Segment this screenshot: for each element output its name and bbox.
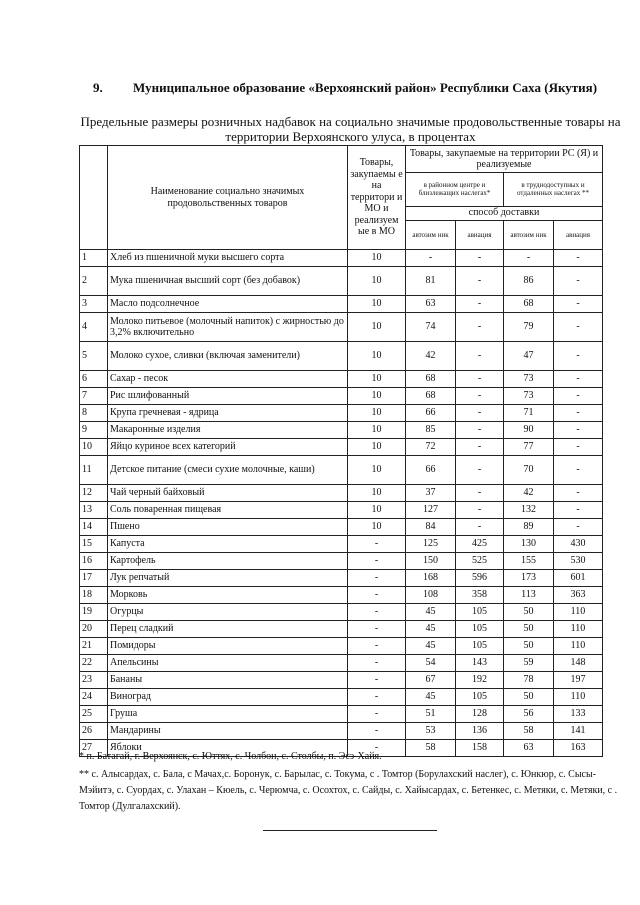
mo-markup: 10 [348, 342, 406, 371]
product-name: Мука пшеничная высший сорт (без добавок) [108, 267, 348, 296]
district-avia: 192 [456, 672, 504, 689]
mo-markup: - [348, 638, 406, 655]
product-name: Чай черный байховый [108, 485, 348, 502]
table-row [80, 267, 603, 296]
mo-markup: - [348, 604, 406, 621]
district-avia: - [456, 371, 504, 388]
product-name: Помидоры [108, 638, 348, 655]
row-number: 17 [80, 570, 108, 587]
row-number: 6 [80, 371, 108, 388]
row-number: 21 [80, 638, 108, 655]
mo-markup: - [348, 672, 406, 689]
remote-auto: 47 [504, 342, 554, 371]
table-row [80, 485, 603, 502]
remote-auto: 50 [504, 604, 554, 621]
remote-avia: - [554, 519, 603, 536]
row-number: 22 [80, 655, 108, 672]
product-name: Огурцы [108, 604, 348, 621]
remote-auto: 73 [504, 371, 554, 388]
product-name: Сахар - песок [108, 371, 348, 388]
remote-auto: 70 [504, 456, 554, 485]
remote-avia: 110 [554, 604, 603, 621]
remote-avia: - [554, 388, 603, 405]
row-number: 16 [80, 553, 108, 570]
district-auto: 150 [406, 553, 456, 570]
remote-auto: 58 [504, 723, 554, 740]
product-name: Картофель [108, 553, 348, 570]
row-number: 12 [80, 485, 108, 502]
mo-markup: - [348, 570, 406, 587]
row-number: 3 [80, 296, 108, 313]
row-number: 1 [80, 250, 108, 267]
remote-avia: 430 [554, 536, 603, 553]
remote-avia: - [554, 405, 603, 422]
remote-avia: - [554, 313, 603, 342]
district-avia: - [456, 267, 504, 296]
mo-markup: 10 [348, 456, 406, 485]
mo-markup: - [348, 689, 406, 706]
remote-auto: - [504, 250, 554, 267]
district-auto: 127 [406, 502, 456, 519]
district-auto: 66 [406, 456, 456, 485]
mo-markup: 10 [348, 405, 406, 422]
mo-markup: - [348, 740, 406, 757]
district-auto: 74 [406, 313, 456, 342]
table-row [80, 655, 603, 672]
mo-markup: 10 [348, 371, 406, 388]
district-auto: 58 [406, 740, 456, 757]
mo-markup: - [348, 587, 406, 604]
remote-avia: - [554, 456, 603, 485]
district-avia: 105 [456, 638, 504, 655]
table-row [80, 405, 603, 422]
header-auto-2: автозим ник [504, 220, 554, 249]
row-number: 2 [80, 267, 108, 296]
district-avia: - [456, 519, 504, 536]
remote-auto: 59 [504, 655, 554, 672]
header-remote: в труднодоступных и отдаленных наслегах ** [504, 173, 603, 206]
table-row [80, 706, 603, 723]
product-name: Виноград [108, 689, 348, 706]
remote-auto: 132 [504, 502, 554, 519]
markup-table [79, 145, 603, 757]
district-avia: 525 [456, 553, 504, 570]
remote-auto: 63 [504, 740, 554, 757]
row-number: 25 [80, 706, 108, 723]
remote-auto: 50 [504, 621, 554, 638]
remote-auto: 71 [504, 405, 554, 422]
district-avia: 143 [456, 655, 504, 672]
district-auto: 45 [406, 604, 456, 621]
product-name: Яблоки [108, 740, 348, 757]
table-row [80, 388, 603, 405]
table-row [80, 587, 603, 604]
row-number: 10 [80, 439, 108, 456]
mo-markup: - [348, 553, 406, 570]
district-auto: 45 [406, 638, 456, 655]
product-name: Макаронные изделия [108, 422, 348, 439]
remote-avia: 530 [554, 553, 603, 570]
remote-avia: - [554, 296, 603, 313]
remote-auto: 90 [504, 422, 554, 439]
table-row [80, 689, 603, 706]
table-caption: Предельные размеры розничных надбавок на социально значимые продовольственные товары на территории Верхоянского улуса, в процентах [80, 114, 621, 144]
mo-markup: - [348, 723, 406, 740]
header-row-1 [80, 146, 603, 173]
remote-auto: 113 [504, 587, 554, 604]
table-row [80, 519, 603, 536]
district-avia: 128 [456, 706, 504, 723]
product-name: Апельсины [108, 655, 348, 672]
header-avia-1: авиация [456, 220, 504, 249]
remote-avia: - [554, 342, 603, 371]
product-name: Капуста [108, 536, 348, 553]
district-avia: - [456, 313, 504, 342]
remote-auto: 42 [504, 485, 554, 502]
district-auto: - [406, 250, 456, 267]
district-auto: 66 [406, 405, 456, 422]
product-name: Крупа гречневая - ядрица [108, 405, 348, 422]
mo-markup: 10 [348, 388, 406, 405]
district-avia: 358 [456, 587, 504, 604]
product-name: Молоко сухое, сливки (включая заменители) [108, 342, 348, 371]
header-avia-2: авиация [554, 220, 603, 249]
remote-auto: 86 [504, 267, 554, 296]
remote-avia: 197 [554, 672, 603, 689]
remote-avia: - [554, 422, 603, 439]
table-row [80, 723, 603, 740]
district-auto: 108 [406, 587, 456, 604]
product-name: Масло подсолнечное [108, 296, 348, 313]
product-name: Хлеб из пшеничной муки высшего сорта [108, 250, 348, 267]
product-name: Мандарины [108, 723, 348, 740]
table-row [80, 604, 603, 621]
district-avia: 105 [456, 621, 504, 638]
district-auto: 81 [406, 267, 456, 296]
district-auto: 125 [406, 536, 456, 553]
remote-avia: 110 [554, 621, 603, 638]
row-number: 4 [80, 313, 108, 342]
district-auto: 42 [406, 342, 456, 371]
table-row [80, 672, 603, 689]
section-number: 9. [93, 80, 103, 95]
product-name: Бананы [108, 672, 348, 689]
row-number: 23 [80, 672, 108, 689]
row-number: 18 [80, 587, 108, 604]
district-avia: - [456, 388, 504, 405]
remote-auto: 50 [504, 689, 554, 706]
mo-markup: 10 [348, 485, 406, 502]
district-auto: 53 [406, 723, 456, 740]
district-avia: - [456, 456, 504, 485]
district-auto: 84 [406, 519, 456, 536]
row-number: 9 [80, 422, 108, 439]
district-avia: - [456, 342, 504, 371]
table-row [80, 250, 603, 267]
mo-markup: 10 [348, 502, 406, 519]
district-auto: 68 [406, 388, 456, 405]
header-rs: Товары, закупаемые на территории РС (Я) и реализуемые [406, 146, 603, 173]
remote-auto: 73 [504, 388, 554, 405]
district-avia: 136 [456, 723, 504, 740]
row-number: 11 [80, 456, 108, 485]
product-name: Лук репчатый [108, 570, 348, 587]
product-name: Перец сладкий [108, 621, 348, 638]
district-avia: - [456, 422, 504, 439]
mo-markup: 10 [348, 519, 406, 536]
district-auto: 72 [406, 439, 456, 456]
remote-auto: 79 [504, 313, 554, 342]
table-row [80, 371, 603, 388]
row-number: 26 [80, 723, 108, 740]
remote-avia: 363 [554, 587, 603, 604]
remote-avia: 141 [554, 723, 603, 740]
row-number: 5 [80, 342, 108, 371]
mo-markup: 10 [348, 267, 406, 296]
remote-avia: - [554, 502, 603, 519]
product-name: Яйцо куриное всех категорий [108, 439, 348, 456]
remote-auto: 56 [504, 706, 554, 723]
remote-avia: - [554, 267, 603, 296]
district-auto: 51 [406, 706, 456, 723]
district-avia: - [456, 439, 504, 456]
district-auto: 63 [406, 296, 456, 313]
mo-markup: 10 [348, 439, 406, 456]
table-row [80, 422, 603, 439]
product-name: Детское питание (смеси сухие молочные, каши) [108, 456, 348, 485]
footnote-1: * п. Батагай, г. Верхоянск, с. Юттях, с. Чолбон, с. Столбы, п. Эсэ-Хайя. [79, 751, 382, 762]
header-district: в районном центре и близлежащих наслегах* [406, 173, 504, 206]
header-mo: Товары, закупаемы е на территори и МО и реализуем ые в МО [348, 146, 406, 250]
row-number: 14 [80, 519, 108, 536]
district-auto: 67 [406, 672, 456, 689]
remote-avia: 110 [554, 689, 603, 706]
remote-auto: 173 [504, 570, 554, 587]
table-row [80, 342, 603, 371]
mo-markup: 10 [348, 296, 406, 313]
product-name: Груша [108, 706, 348, 723]
mo-markup: - [348, 706, 406, 723]
product-name: Соль поваренная пищевая [108, 502, 348, 519]
row-number: 7 [80, 388, 108, 405]
district-avia: 596 [456, 570, 504, 587]
product-name: Пшено [108, 519, 348, 536]
mo-markup: 10 [348, 422, 406, 439]
remote-avia: 163 [554, 740, 603, 757]
district-avia: - [456, 502, 504, 519]
district-avia: 425 [456, 536, 504, 553]
table-row [80, 502, 603, 519]
remote-avia: - [554, 485, 603, 502]
header-number-cell [80, 146, 108, 250]
remote-auto: 89 [504, 519, 554, 536]
mo-markup: 10 [348, 250, 406, 267]
row-number: 19 [80, 604, 108, 621]
footnote-2: ** с. Алысардах, с. Бала, с Мачах,с. Боронук, с. Барылас, с. Токума, с . Томтор (Борулахский наслег), с. Юнкюр, с. Сысы- Мэйитэ, с. Суордах, с. Улахан – Кюель, с. Черюмча, с. Осохтох, с. Сайды, с. Хайысардах, с. Бетенкес, с. Метяки, с. Метяки, с . Томтор (Дулгалахский). [79, 769, 618, 812]
row-number: 8 [80, 405, 108, 422]
product-name: Рис шлифованный [108, 388, 348, 405]
row-number: 24 [80, 689, 108, 706]
table-row [80, 296, 603, 313]
table-row [80, 536, 603, 553]
remote-auto: 155 [504, 553, 554, 570]
remote-auto: 68 [504, 296, 554, 313]
header-auto-1: автозим ник [406, 220, 456, 249]
section-heading [93, 80, 615, 96]
district-avia: - [456, 250, 504, 267]
remote-auto: 78 [504, 672, 554, 689]
separator-line [263, 830, 437, 831]
remote-avia: - [554, 250, 603, 267]
row-number: 20 [80, 621, 108, 638]
remote-avia: 133 [554, 706, 603, 723]
remote-avia: - [554, 371, 603, 388]
district-auto: 45 [406, 621, 456, 638]
row-number: 27 [80, 740, 108, 757]
district-auto: 168 [406, 570, 456, 587]
remote-auto: 130 [504, 536, 554, 553]
remote-avia: 601 [554, 570, 603, 587]
remote-avia: 110 [554, 638, 603, 655]
mo-markup: - [348, 536, 406, 553]
table-row [80, 621, 603, 638]
district-avia: 105 [456, 604, 504, 621]
table-row [80, 570, 603, 587]
district-auto: 45 [406, 689, 456, 706]
table-row [80, 313, 603, 342]
district-auto: 54 [406, 655, 456, 672]
district-auto: 37 [406, 485, 456, 502]
product-name: Морковь [108, 587, 348, 604]
row-number: 13 [80, 502, 108, 519]
product-name: Молоко питьевое (молочный напиток) с жирностью до 3,2% включительно [108, 313, 348, 342]
remote-auto: 50 [504, 638, 554, 655]
mo-markup: - [348, 655, 406, 672]
table-row [80, 553, 603, 570]
table-row [80, 638, 603, 655]
district-auto: 68 [406, 371, 456, 388]
district-avia: - [456, 405, 504, 422]
remote-avia: - [554, 439, 603, 456]
header-name: Наименование социально значимых продовольственных товаров [108, 146, 348, 250]
district-avia: 158 [456, 740, 504, 757]
district-avia: - [456, 296, 504, 313]
district-avia: - [456, 485, 504, 502]
remote-auto: 77 [504, 439, 554, 456]
mo-markup: 10 [348, 313, 406, 342]
header-delivery: способ доставки [406, 206, 603, 220]
district-auto: 85 [406, 422, 456, 439]
district-avia: 105 [456, 689, 504, 706]
remote-avia: 148 [554, 655, 603, 672]
section-title: Муниципальное образование «Верхоянский район» Республики Саха (Якутия) [133, 80, 598, 95]
table-row [80, 439, 603, 456]
table-row [80, 456, 603, 485]
row-number: 15 [80, 536, 108, 553]
mo-markup: - [348, 621, 406, 638]
